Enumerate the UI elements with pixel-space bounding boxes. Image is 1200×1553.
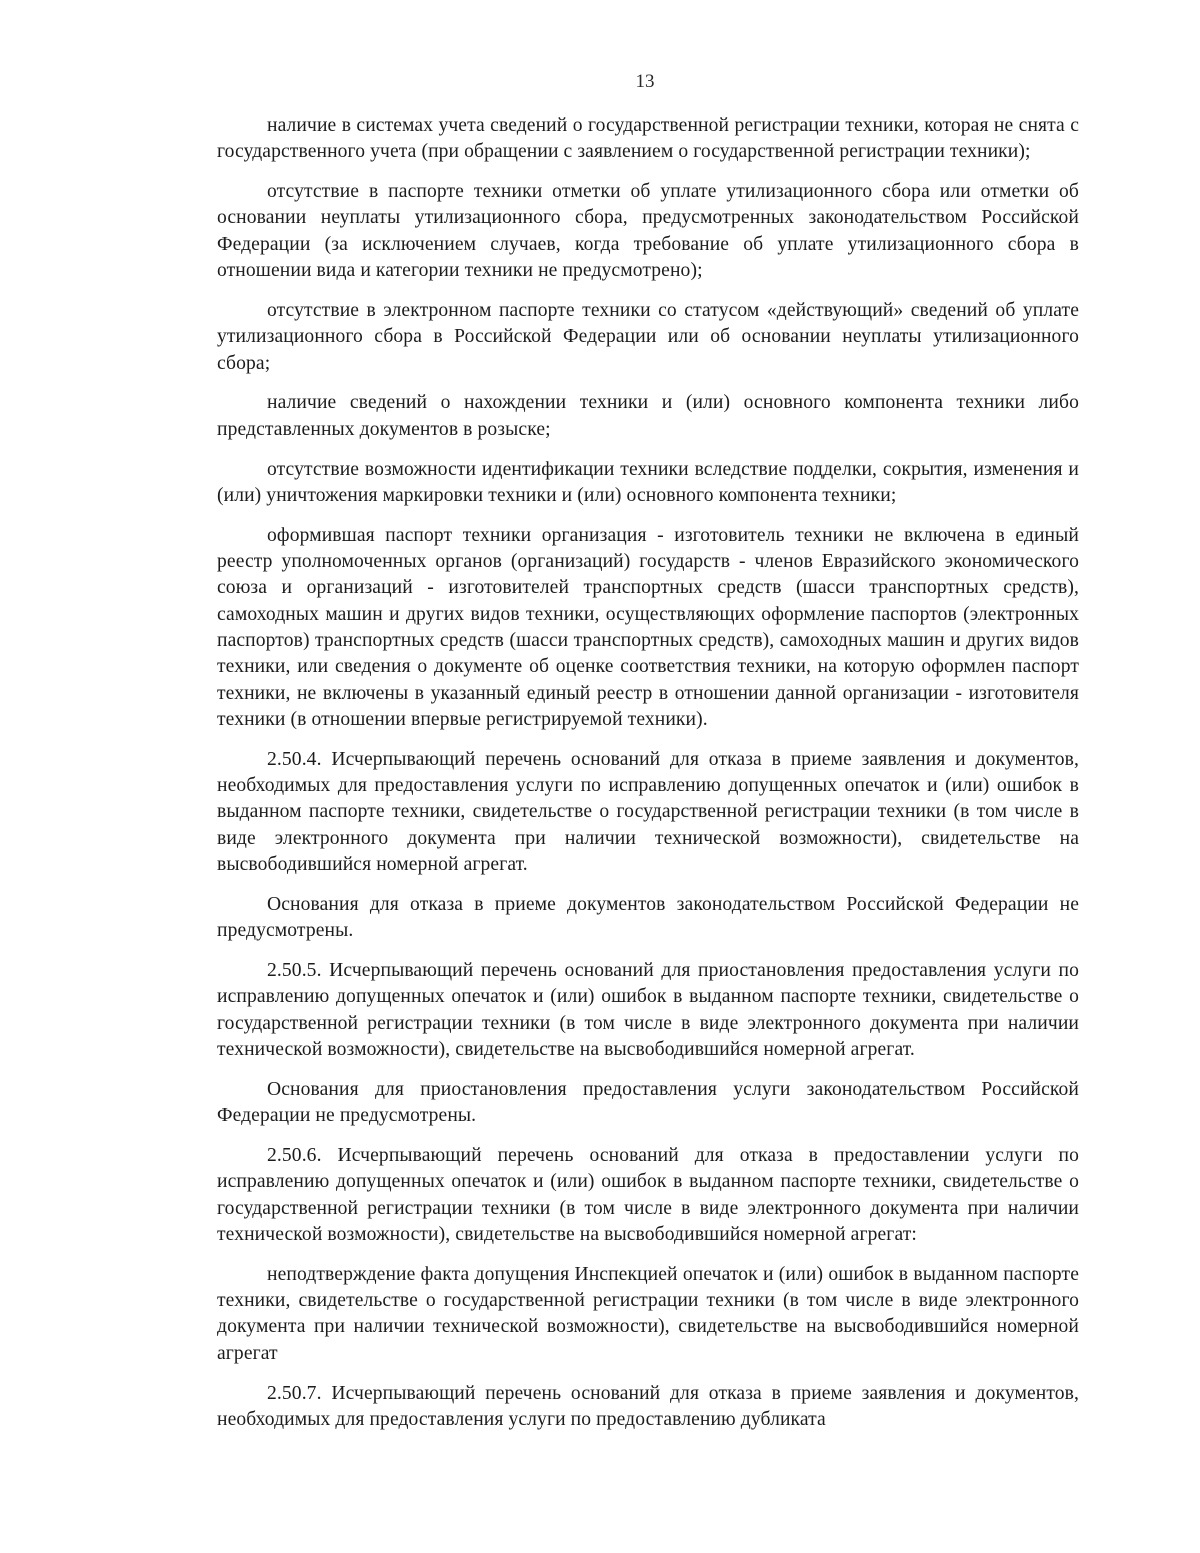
- paragraph-electronic-passport-fee: отсутствие в электронном паспорте техники со статусом «действующий» сведений об уплате утилизационного сбора в Российской Федерации или об основании неуплаты утилизационного сбора;: [217, 299, 1079, 374]
- paragraph-identification-impossible: отсутствие возможности идентификации техники вследствие подделки, сокрытия, изменения и (или) уничтожения маркировки техники и (или) основного компонента техники;: [217, 458, 1079, 506]
- paragraph-non-confirmation: неподтверждение факта допущения Инспекцией опечаток и (или) ошибок в выданном паспорте техники, свидетельстве о государственной регистрации техники (в том числе в виде электронного документа при наличии технической возможности), свидетельстве на высвободившийся номерной агрегат: [217, 1263, 1079, 1364]
- paragraph-refusal-not-provided: Основания для отказа в приеме документов законодательством Российской Федерации не предусмотрены.: [217, 893, 1079, 942]
- document-body: [217, 113, 1079, 1433]
- paragraph-2-50-6: 2.50.6. Исчерпывающий перечень оснований для отказа в предоставлении услуги по исправлению допущенных опечаток и (или) ошибок в выданном паспорте техники, свидетельстве о государственной регистрации техники (в том числе в виде электронного документа при наличии технической возможности), свидетельстве на высвободившийся номерной агрегат:: [217, 1145, 1079, 1245]
- paragraph-2-50-7: 2.50.7. Исчерпывающий перечень оснований для отказа в приеме заявления и документов, необходимых для предоставления услуги по предоставлению дубликата: [217, 1382, 1079, 1430]
- paragraph-manufacturer-registry: оформившая паспорт техники организация - изготовитель техники не включена в единый реестр уполномоченных органов (организаций) государств - членов Евразийского экономического союза и организаций - изготовителей транспортных средств (шасси транспортных средств), самоходных машин и других видов техники, осуществляющих оформление паспортов (электронных паспортов) транспортных средств (шасси транспортных средств), самоходных машин и других видов техники, или сведения о документе об оценке соответствия техники, на которую оформлен паспорт техники, не включены в указанный единый реестр в отношении данной организации - изготовителя техники (в отношении впервые регистрируемой техники).: [217, 524, 1079, 730]
- paragraph-recycling-fee-mark: отсутствие в паспорте техники отметки об уплате утилизационного сбора или отметки об основании неуплаты утилизационного сбора, предусмотренных законодательством Российской Федерации (за исключением случаев, когда требование об уплате утилизационного сбора в отношении вида и категории техники не предусмотрено);: [217, 181, 1079, 282]
- paragraph-2-50-5: 2.50.5. Исчерпывающий перечень оснований для приостановления предоставления услуги по исправлению допущенных опечаток и (или) ошибок в выданном паспорте техники, свидетельстве о государственной регистрации техники (в том числе в виде электронного документа при наличии технической возможности), свидетельстве на высвободившийся номерной агрегат.: [217, 960, 1079, 1060]
- page-number: 13: [635, 71, 655, 92]
- paragraph-registration-records: наличие в системах учета сведений о государственной регистрации техники, которая не снята с государственного учета (при обращении с заявлением о государственной регистрации техники);: [217, 115, 1079, 163]
- paragraph-wanted-list: наличие сведений о нахождении техники и (или) основного компонента техники либо представленных документов в розыске;: [217, 392, 1079, 440]
- paragraph-suspension-not-provided: Основания для приостановления предоставления услуги законодательством Российской Федерации не предусмотрены.: [217, 1078, 1079, 1127]
- paragraph-2-50-4: 2.50.4. Исчерпывающий перечень оснований для отказа в приеме заявления и документов, необходимых для предоставления услуги по исправлению допущенных опечаток и (или) ошибок в выданном паспорте техники, свидетельстве о государственной регистрации техники (в том числе в виде электронного документа при наличии технической возможности), свидетельстве на высвободившийся номерной агрегат.: [217, 748, 1079, 875]
